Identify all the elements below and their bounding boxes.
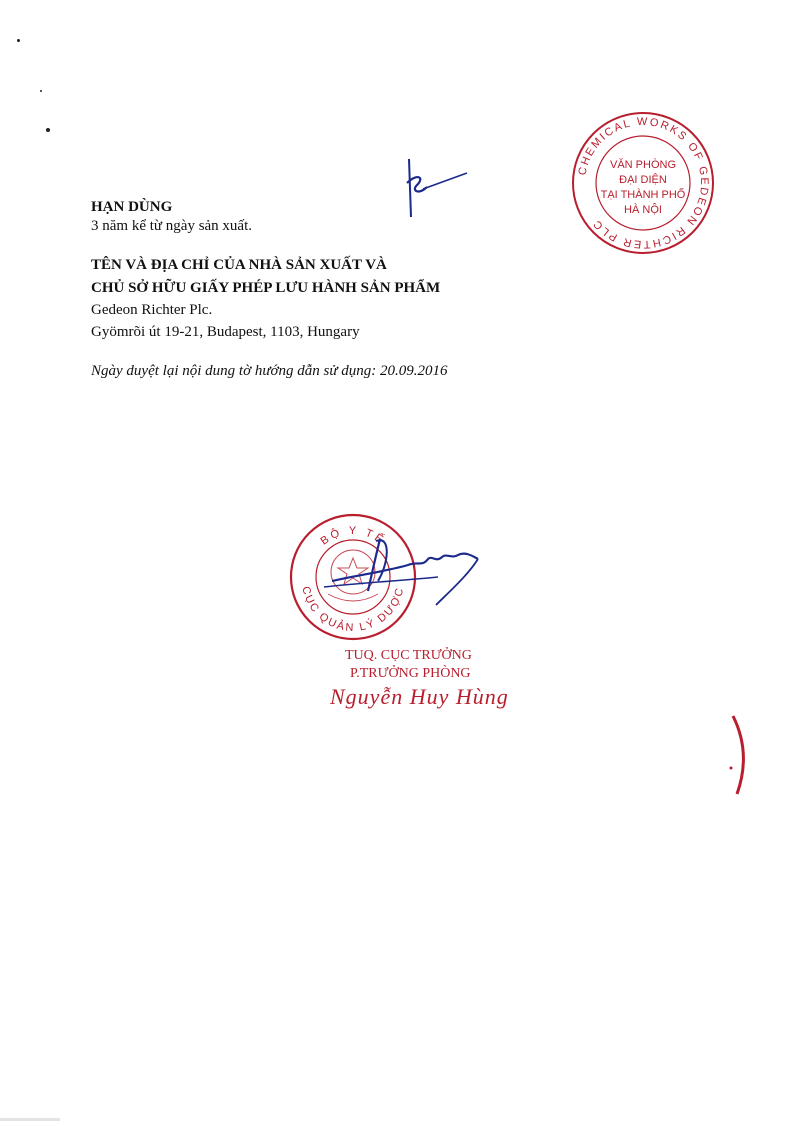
ministry-seal-top-text: BỘ Y TẾ xyxy=(318,524,388,548)
company-seal-line1: VĂN PHÒNG xyxy=(609,159,677,171)
signatory-name: Nguyễn Huy Hùng xyxy=(330,684,509,709)
signatory-title1: TUQ. CỤC TRƯỞNG xyxy=(345,648,472,663)
manufacturer-company: Gedeon Richter Plc. xyxy=(91,302,213,318)
scan-speck xyxy=(46,128,50,132)
review-date: Ngày duyệt lại nội dung tờ hướng dẫn sử dụng: 20.09.2016 xyxy=(91,363,448,379)
shelf-life-heading: HẠN DÙNG xyxy=(91,199,173,215)
ministry-seal-bottom-text: CỤC QUẢN LÝ DƯỢC xyxy=(299,585,407,635)
initial-signature xyxy=(395,155,475,225)
manufacturer-address: Gyömrõi út 19-21, Budapest, 1103, Hungary xyxy=(91,324,360,340)
company-seal-line4: HÀ NỘI xyxy=(624,204,662,216)
scan-edge-shadow xyxy=(0,1118,60,1121)
company-seal-line3: TẠI THÀNH PHỐ xyxy=(600,189,686,201)
scan-speck xyxy=(17,39,20,42)
manufacturer-heading-line1: TÊN VÀ ĐỊA CHỈ CỦA NHÀ SẢN XUẤT VÀ xyxy=(91,257,387,273)
company-seal-ring-text: CHEMICAL WORKS OF GEDEON RICHTER PLC xyxy=(576,115,711,251)
shelf-life-text: 3 năm kể từ ngày sản xuất. xyxy=(91,218,253,234)
manufacturer-heading-line2: CHỦ SỞ HỮU GIẤY PHÉP LƯU HÀNH SẢN PHẨM xyxy=(91,280,441,296)
signatory-title2: P.TRƯỞNG PHÒNG xyxy=(350,666,471,681)
company-seal xyxy=(568,108,718,258)
company-seal-line2: ĐẠI DIỆN xyxy=(619,174,667,186)
signature xyxy=(318,525,498,615)
stamp-edge-mark xyxy=(725,710,755,800)
scan-speck xyxy=(40,90,42,92)
